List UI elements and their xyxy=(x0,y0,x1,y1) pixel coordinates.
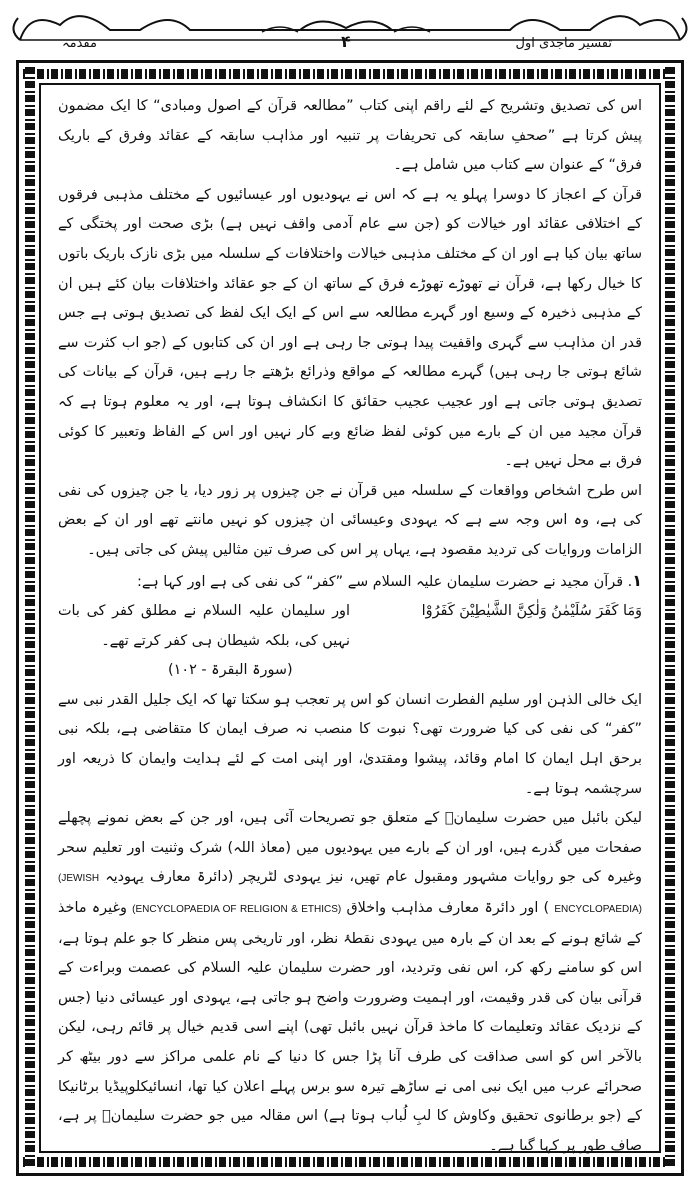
paragraph-3: اس طرح اشخاص وواقعات کے سلسلہ میں قرآن نے جن چیزوں پر زور دیا، یا جن چیزوں کی نفی کی ہے، وہ اس وجہ سے ہے کہ یہودی وعیسائی ان چیزوں کو نہیں مانتے تھے اور ان کے بعض الزامات وروایات کی تردید مقصود ہے، یہاں پر اس کی صرف تین مثالیں پیش کی جاتی ہیں۔ xyxy=(58,482,642,558)
page-header xyxy=(0,0,700,58)
jewish-encyclopaedia-label: (JEWISH ENCYCLOPAEDIA) xyxy=(58,873,642,916)
verse-reference: (سورۃ البقرۃ - ۱۰۲) xyxy=(168,662,293,679)
religion-ethics-encyclopaedia-label: (ENCYCLOPAEDIA OF RELIGION & ETHICS) xyxy=(132,904,342,916)
section-title: مقدمہ xyxy=(62,36,97,51)
paragraph-5-part-1: لیکن بائبل میں حضرت سلیمانؑ کے متعلق جو تصریحات آئی ہیں، اور جن کے بعض نمونے پچھلے صفحات میں گذرے ہیں، اور ان کے بارے میں یہودیوں میں (معاذ اللہ) شرک وثنیت اور تعلیم سحر وغیرہ کی جو روایات مشہور ومقبول عام تھیں، نیز یہودی لٹریچر (دائرۃ معارف یہودیہ xyxy=(58,810,642,886)
book-title: تفسیر ماجدی اول xyxy=(515,36,612,51)
border-chain-top xyxy=(23,69,677,79)
paragraph-5-part-3: وغیرہ ماخذ کے شائع ہونے کے بعد ان کے بارہ میں یہودی نقطۂ نظر، اور تاریخی پس منظر کا جو علم ہوتا ہے، اس کو سامنے رکھ کر، اس نفی وتردید، اور حضرت سلیمان علیہ السلام کی عصمت وبراءت کے قرآنی بیان کی قدر وقیمت، اور اہمیت وضرورت واضح ہو جاتی ہے، یہودی اور عیسائی دنیا (جس کے نزدیک عقائد وتعلیمات کا ماخذ قرآن نہیں بائبل تھی) اپنے اسی قدیم خیال پر قائم رہی، لیکن بالآخر اس کو اسی صداقت کی طرف آنا پڑا جس کا دنیا کے نام علمی مراکز سے دور بیٹھ کر صحرائے عرب میں ایک نبی امی نے ساڑھے تیرہ سو برس پہلے اعلان کیا تھا، انسائیکلوپیڈیا برٹانیکا کے (جو برطانوی تحقیق وکاوش کا لبِ لُباب ہوتا ہے) اس مقالہ میں جو حضرت سلیمانؑ پر ہے، صاف طور پر کہا گیا ہے۔ xyxy=(58,900,642,1154)
paragraph-4: ایک خالی الذہن اور سلیم الفطرت انسان کو اس پر تعجب ہو سکتا تھا کہ ایک جلیل القدر نبی سے ”کفر“ کی نفی کی کیا ضرورت تھی؟ نبوت کا منصب نہ صرف ایمان کا متقاضی ہے، بلکہ نبی برحق اہل ایمان کا امام وقائد، پیشوا ومقتدیٰ، اور اپنی امت کے لئے ہدایت وایمان کا ذریعہ اور سرچشمہ ہوتا ہے۔ xyxy=(57,691,642,797)
example-1-intro: ۱. قرآن مجید نے حضرت سلیمان علیہ السلام سے ”کفر“ کی نفی کی ہے اور کہا ہے: xyxy=(137,570,642,590)
verse-translation: اور سلیمان علیہ السلام نے مطلق کفر کی بات نہیں کی، بلکہ شیطان ہی کفر کرتے تھے۔ xyxy=(58,603,350,649)
border-chain-right xyxy=(665,67,675,1169)
page-body xyxy=(58,92,642,1161)
border-chain-left xyxy=(25,67,35,1169)
paragraph-1: اس کی تصدیق وتشریح کے لئے راقم اپنی کتاب ”مطالعہ قرآن کے اصول ومبادی“ کا ایک مضمون پیش کرتا ہے ”صحفِ سابقہ کی تحریفات پر تنبیہ اور مذاہب سابقہ کے عقائد وفرق کے باریک فرق“ کے عنوان سے کتاب میں شامل ہے۔ xyxy=(58,98,642,174)
verse-arabic: وَمَا كَفَرَ سُلَيْمٰنُ وَلٰكِنَّ الشَّيٰطِيْنَ كَفَرُوْا xyxy=(421,603,642,620)
paragraph-5-part-2: ) اور دائرۃ معارف مذاہب واخلاق xyxy=(346,900,550,917)
paragraph-2: قرآن کے اعجاز کا دوسرا پہلو یہ ہے کہ اس نے یہودیوں اور عیسائیوں کے مختلف مذہبی فرقوں کے اختلافی عقائد اور خیالات کو (جن سے عام آدمی واقف نہیں ہے) بڑی صحت اور پختگی کے ساتھ بیان کیا ہے اور ان کے مختلف مذہبی خیالات واختلافات کے سلسلہ میں بڑی نازک باریک باتوں کا خیال رکھا ہے، قرآن نے تھوڑے تھوڑے فرق کے ساتھ ان کے جو عقائد واختلافات بیان کئے ہیں ان کے مذہبی ذخیرہ کے وسیع اور گہرے مطالعہ سے اس کے ایک ایک لفظ کی تصدیق ہوتی ہے جس قدر ان مذاہب سے گہری واقفیت پیدا ہوتی جا رہی ہے اور ان کی کتابوں کے (جو اب کثرت سے شائع ہوتی جا رہی ہیں) گہرے مطالعہ کے مواقع وذرائع بڑھتے جا رہے ہیں، قرآن کے بیانات کی تصدیق ہوتی جاتی ہے اور عجیب عجیب حقائق کا انکشاف ہوتا ہے، اور یہ معلوم ہوتا ہے کہ قرآن مجید میں ان کے بارے میں کوئی لفظ ضائع وبے کار نہیں اور اس کے الفاظ وتعبیر کا کوئی فرق بے محل نہیں ہے۔ xyxy=(58,186,642,470)
example-number: ۱ xyxy=(632,570,642,590)
page-number: ۴ xyxy=(341,32,351,51)
example-intro-text: قرآن مجید نے حضرت سلیمان علیہ السلام سے ”کفر“ کی نفی کی ہے اور کہا ہے: xyxy=(137,573,624,590)
paragraph-5 xyxy=(58,804,642,1161)
quranic-verse xyxy=(58,597,642,656)
